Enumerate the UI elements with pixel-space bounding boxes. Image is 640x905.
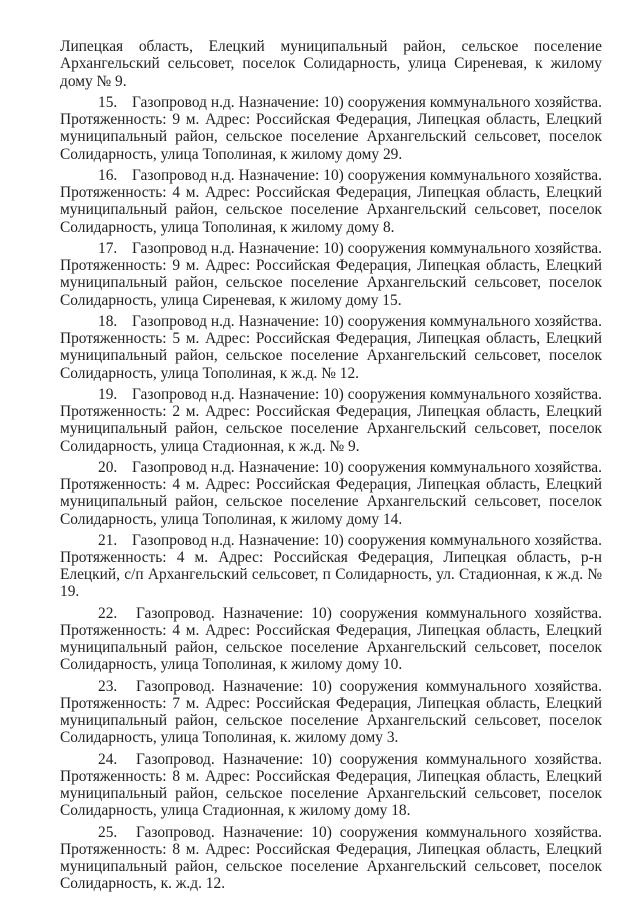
item-text: Газопровод. Назначение: 10) сооружения коммунального хозяйства. Протяженность: 7 м. Адрес: Российская Федерация, Липецкая область, Елецкий муниципальный район, сельское поселение Архангельский сельсовет, поселок Солидарность, улица Тополиная, к. жилому дому 3. (60, 677, 602, 747)
list-item (60, 751, 602, 820)
item-number: 23. (98, 677, 118, 695)
item-text: Газопровод н.д. Назначение: 10) сооружения коммунального хозяйства. Протяженность: 4 м. Адрес: Российская Федерация, Липецкая область, Елецкий муниципальный район, сельское поселение Архангельский сельсовет, поселок Солидарность, улица Тополиная, к жилому дому 14. (60, 458, 602, 528)
item-text: Газопровод н.д. Назначение: 10) сооружения коммунального хозяйства. Протяженность: 9 м. Адрес: Российская Федерация, Липецкая область, Елецкий муниципальный район, сельское поселение Архангельский сельсовет, поселок Солидарность, улица Сиреневая, к жилому дому 15. (60, 239, 602, 309)
list-item (60, 532, 602, 601)
list-item (60, 386, 602, 455)
item-number: 22. (98, 604, 118, 622)
item-text: Газопровод. Назначение: 10) сооружения коммунального хозяйства. Протяженность: 8 м. Адрес: Российская Федерация, Липецкая область, Елецкий муниципальный район, сельское поселение Архангельский сельсовет, поселок Солидарность, улица Стадионная, к жилому дому 18. (60, 750, 602, 820)
list-item (60, 678, 602, 747)
item-text: Газопровод. Назначение: 10) сооружения коммунального хозяйства. Протяженность: 4 м. Адрес: Российская Федерация, Липецкая область, Елецкий муниципальный район, сельское поселение Архангельский сельсовет, поселок Солидарность, улица Тополиная, к жилому дому 10. (60, 604, 602, 674)
list-item (60, 459, 602, 528)
item-number: 15. (98, 93, 118, 111)
item-number: 25. (98, 823, 118, 841)
item-text: Газопровод н.д. Назначение: 10) сооружения коммунального хозяйства. Протяженность: 4 м. Адрес: Российская Федерация, Липецкая область, р-н Елецкий, с/п Архангельский сельсовет, п Солидарность, ул. Стадионная, к ж.д. № 19. (60, 531, 602, 601)
item-number: 21. (98, 531, 118, 549)
list-item (60, 240, 602, 309)
item-number: 17. (98, 239, 118, 257)
item-number: 16. (98, 166, 118, 184)
item-number: 20. (98, 458, 118, 476)
list-item (60, 94, 602, 163)
list-item (60, 824, 602, 893)
item-text: Газопровод н.д. Назначение: 10) сооружения коммунального хозяйства. Протяженность: 9 м. Адрес: Российская Федерация, Липецкая область, Елецкий муниципальный район, сельское поселение Архангельский сельсовет, поселок Солидарность, улица Тополиная, к жилому дому 29. (60, 93, 602, 163)
item-number: 24. (98, 750, 118, 768)
item-text: Газопровод. Назначение: 10) сооружения коммунального хозяйства. Протяженность: 8 м. Адрес: Российская Федерация, Липецкая область, Елецкий муниципальный район, сельское поселение Архангельский сельсовет, поселок Солидарность, к. ж.д. 12. (60, 823, 602, 893)
list-item (60, 605, 602, 674)
list-item (60, 313, 602, 382)
item-text: Газопровод н.д. Назначение: 10) сооружения коммунального хозяйства. Протяженность: 2 м. Адрес: Российская Федерация, Липецкая область, Елецкий муниципальный район, сельское поселение Архангельский сельсовет, поселок Солидарность, улица Стадионная, к ж.д. № 9. (60, 385, 602, 455)
item-number: 18. (98, 312, 118, 330)
intro-paragraph: Липецкая область, Елецкий муниципальный район, сельское поселение Архангельский сельсовет, поселок Солидарность, улица Сиреневая, к жилому дому № 9. (60, 38, 602, 90)
item-text: Газопровод н.д. Назначение: 10) сооружения коммунального хозяйства. Протяженность: 5 м. Адрес: Российская Федерация, Липецкая область, Елецкий муниципальный район, сельское поселение Архангельский сельсовет, поселок Солидарность, улица Тополиная, к ж.д. № 12. (60, 312, 602, 382)
item-number: 19. (98, 385, 118, 403)
list-item (60, 167, 602, 236)
item-text: Газопровод н.д. Назначение: 10) сооружения коммунального хозяйства. Протяженность: 4 м. Адрес: Российская Федерация, Липецкая область, Елецкий муниципальный район, сельское поселение Архангельский сельсовет, поселок Солидарность, улица Тополиная, к жилому дому 8. (60, 166, 602, 236)
